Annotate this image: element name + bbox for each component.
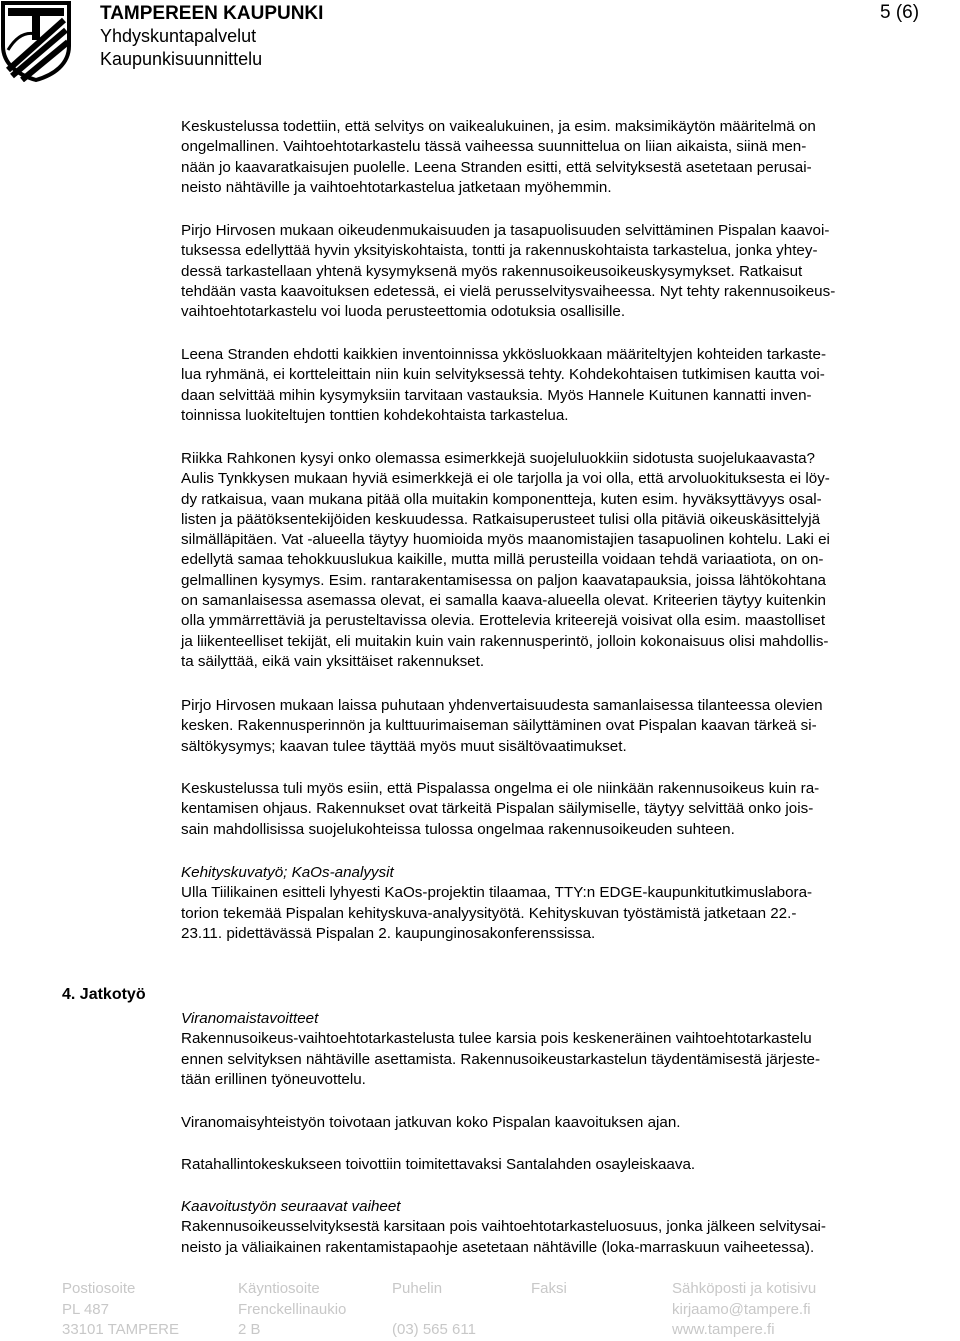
text-line: dessä tarkastellaan yhtenä kysymyksenä myös rakennusoikeusoikeuskysymykset. Ratkaisut bbox=[181, 262, 803, 280]
text-line: Ulla Tiilikainen esitteli lyhyesti KaOs-projektin tilaamaa, TTY:n EDGE-kaupunkitutkimuslabora- bbox=[181, 884, 813, 902]
tampere-coat-of-arms-icon bbox=[0, 0, 72, 82]
text-line: Pirjo Hirvosen mukaan oikeudenmukaisuuden ja tasapuolisuuden selvittäminen Pispalan kaavoi- bbox=[181, 222, 830, 239]
footer-fax bbox=[531, 1279, 567, 1300]
unit: Kaupunkisuunnittelu bbox=[100, 49, 263, 69]
footer-label: Faksi bbox=[531, 1280, 567, 1297]
footer-phone bbox=[392, 1279, 476, 1341]
text-line: kesken. Rakennusperinnön ja kulttuurimaiseman säilyttäminen ovat Pispalan kaavan tärkeä si- bbox=[181, 717, 817, 735]
text-line: Pirjo Hirvosen mukaan laissa puhutaan yhdenvertaisuudesta samanlaisessa tilanteessa olevien bbox=[181, 697, 823, 714]
text-line: Leena Stranden ehdotti kaikkien inventoinnissa ykkösluokkaan määriteltyjen kohteiden tarkaste- bbox=[181, 346, 827, 363]
kehityskuva-section bbox=[181, 863, 951, 944]
text-line: listen ja päätöksentekijöiden keskuudessa. Ratkaisuperusteet tulisi olla pitäviä oikeuskäsittelyjä bbox=[181, 510, 821, 528]
text-line: Rakennusoikeus-vaihtoehtotarkastelusta tulee karsia pois keskeneräinen vaihtoehtotarkastelu bbox=[181, 1030, 812, 1048]
text-line: tään erillinen työneuvottelu. bbox=[181, 1070, 366, 1088]
text-line: nään jo kaavaratkaisujen puolelle. Leena Stranden esitti, että selvityksestä asetetaan perusai- bbox=[181, 158, 812, 176]
text-line: lua ryhmänä, ei kortteleittain niin kuin selvityksessä tehty. Kohdekohtaisen tutkimisen kautta voi- bbox=[181, 366, 825, 384]
footer-visiting-address bbox=[238, 1279, 346, 1341]
text-line: edellytä samaa tehokkuuslukua kaikille, mutta millä perusteilla voidaan tehdä variaatiota, on on- bbox=[181, 551, 824, 569]
section-4-label: 4. Jatkotyö bbox=[62, 986, 146, 1003]
text-line: sain mahdollisissa suojelukohteissa tulossa ongelmaa rakennusoikeuden suhteen. bbox=[181, 820, 735, 838]
text-line: neisto ja väliaikainen rakentamistapaohje asetetaan nähtäville (loka-marraskuun vaiheetessa). bbox=[181, 1238, 815, 1256]
text-line: ta säilyttää, eikä vain yksittäiset rakennukset. bbox=[181, 652, 485, 670]
text-line: 23.11. pidettävässä Pispalan 2. kaupunginosakonferenssissa. bbox=[181, 924, 596, 942]
text-line: Keskustelussa tuli myös esiin, että Pispalassa ongelma ei ole niinkään rakennusoikeus kuin ra- bbox=[181, 780, 820, 797]
text-line: kentamisen ohjaus. Rakennukset ovat tärkeitä Pispalan säilymiselle, täytyy selvittää onko jois- bbox=[181, 800, 814, 818]
footer-label: Puhelin bbox=[392, 1280, 443, 1297]
department: Yhdyskuntapalvelut bbox=[100, 26, 257, 46]
text-line: toinnissa luokiteltujen tonttien kohdekohtaista tarkastelua. bbox=[181, 406, 569, 424]
text-line: Keskustelussa todettiin, että selvitys on vaikealukuinen, ja esim. maksimikäytön määritelmä on bbox=[181, 118, 816, 135]
text-line: Ratahallintokeskukseen toivottiin toimitettavaksi Santalahden osayleiskaava. bbox=[181, 1156, 696, 1173]
website-link[interactable]: www.tampere.fi bbox=[672, 1321, 775, 1338]
organization-block bbox=[100, 2, 323, 71]
section-heading: Viranomaistavoitteet bbox=[181, 1010, 319, 1027]
ratahallinto-paragraph bbox=[181, 1155, 951, 1175]
paragraph-5 bbox=[181, 696, 951, 757]
text-line: neisto nähtäville ja vaihtoehtotarkastelua jatketaan myöhemmin. bbox=[181, 178, 612, 196]
text-line: ennen selvityksen nähtäville asettamista. Rakennusoikeustarkastelun täydentämisestä järjeste- bbox=[181, 1050, 821, 1068]
section-heading: Kaavoitustyön seuraavat vaiheet bbox=[181, 1198, 401, 1215]
footer-value: Frenckellinaukio bbox=[238, 1300, 347, 1318]
text-line: ja liikenteelliset tekijät, eli muitakin kuin vain rakennusperintö, jolloin kokonaisuus olisi mahdollis- bbox=[181, 632, 829, 650]
footer-value: 33101 TAMPERE bbox=[62, 1321, 180, 1338]
footer-value: (03) 565 611 bbox=[392, 1321, 476, 1338]
footer-label: Postiosoite bbox=[62, 1280, 136, 1297]
text-line: olla ymmärrettäviä ja perusteltavissa olevia. Erottelevia kriteerejä voisivat olla esim. maastolliset bbox=[181, 612, 826, 630]
text-line: sältökysymys; kaavan tulee täyttää myös muut sisältövaatimukset. bbox=[181, 737, 627, 755]
text-line: gelmallinen kysymys. Esim. rantarakentamisessa on paljon kaavatapauksia, joissa lähtökohtana bbox=[181, 571, 826, 589]
footer-value: PL 487 bbox=[62, 1300, 109, 1318]
text-line: torion tekemää Pispalan kehityskuva-analyysityötä. Kehityskuvan työstämistä jatketaan 22.- bbox=[181, 904, 797, 922]
paragraph-6 bbox=[181, 779, 951, 840]
page-number: 5 (6) bbox=[880, 2, 920, 23]
paragraph-3 bbox=[181, 345, 951, 426]
paragraph-4 bbox=[181, 449, 951, 672]
email-link[interactable]: kirjaamo@tampere.fi bbox=[672, 1300, 811, 1318]
vaiheet-section bbox=[181, 1197, 951, 1258]
paragraph-1 bbox=[181, 117, 951, 198]
text-line: Rakennusoikeusselvityksestä karsitaan pois vaihtoehtotarkasteluosuus, jonka jälkeen selvitysai- bbox=[181, 1218, 826, 1236]
footer-label: Käyntiosoite bbox=[238, 1280, 320, 1297]
viranomaistavoitteet-section bbox=[181, 1009, 951, 1090]
text-line: Viranomaisyhteistyön toivotaan jatkuvan koko Pispalan kaavoituksen ajan. bbox=[181, 1114, 681, 1131]
org-name: TAMPEREEN KAUPUNKI bbox=[100, 3, 324, 24]
footer-label: Sähköposti ja kotisivu bbox=[672, 1280, 817, 1297]
text-line: on samanlaisessa asemassa olevat, ei samalla kaava-alueella olevat. Kriteerien täytyy kuitenkin bbox=[181, 592, 826, 610]
text-line: Riikka Rahkonen kysyi onko olemassa esimerkkejä suojeluluokkiin sidotusta suojelukaavasta? bbox=[181, 450, 815, 467]
text-line: daan selvittää mihin kysymyksiin tarvitaan vastauksia. Myös Hannele Kuitunen kannatti inven- bbox=[181, 386, 812, 404]
text-line: Aulis Tynkkysen mukaan hyviä esimerkkejä ei ole tarjolla ja voi olla, että arvoluokituksesta ei löy- bbox=[181, 470, 830, 488]
paragraph-2 bbox=[181, 221, 951, 322]
footer-value: 2 B bbox=[238, 1321, 261, 1338]
text-line: tuksessa edellyttää hyvin yksityiskohtaista, tontti ja rakennuskohtaista tarkastelua, jonka yhtey- bbox=[181, 242, 818, 260]
yhteistyo-paragraph bbox=[181, 1113, 951, 1133]
section-heading: Kehityskuvatyö; KaOs-analyysit bbox=[181, 864, 394, 881]
footer-value bbox=[392, 1300, 476, 1321]
text-line: vaihtoehtotarkastelu voi luoda perusteettomia odotuksia osallisille. bbox=[181, 303, 626, 321]
text-line: dy ratkaisua, vaan mukana pitää olla muitakin komponentteja, kuten esim. hyväksyttävyys osal- bbox=[181, 490, 822, 508]
footer-postal-address bbox=[62, 1279, 179, 1341]
footer-contact bbox=[672, 1279, 816, 1341]
text-line: tehdään vasta kaavoituksen edetessä, ei vielä perusselvitysvaiheessa. Nyt tehty rakennusoikeus- bbox=[181, 282, 836, 300]
text-line: ongelmallinen. Vaihtoehtotarkastelu tässä vaiheessa suunnittelua on liian aikaista, siinä men- bbox=[181, 138, 807, 156]
text-line: silmälläpitäen. Vat -alueella täytyy huomioida myös maanomistajien tasapuolinen kohtelu. Laki ei bbox=[181, 531, 830, 549]
